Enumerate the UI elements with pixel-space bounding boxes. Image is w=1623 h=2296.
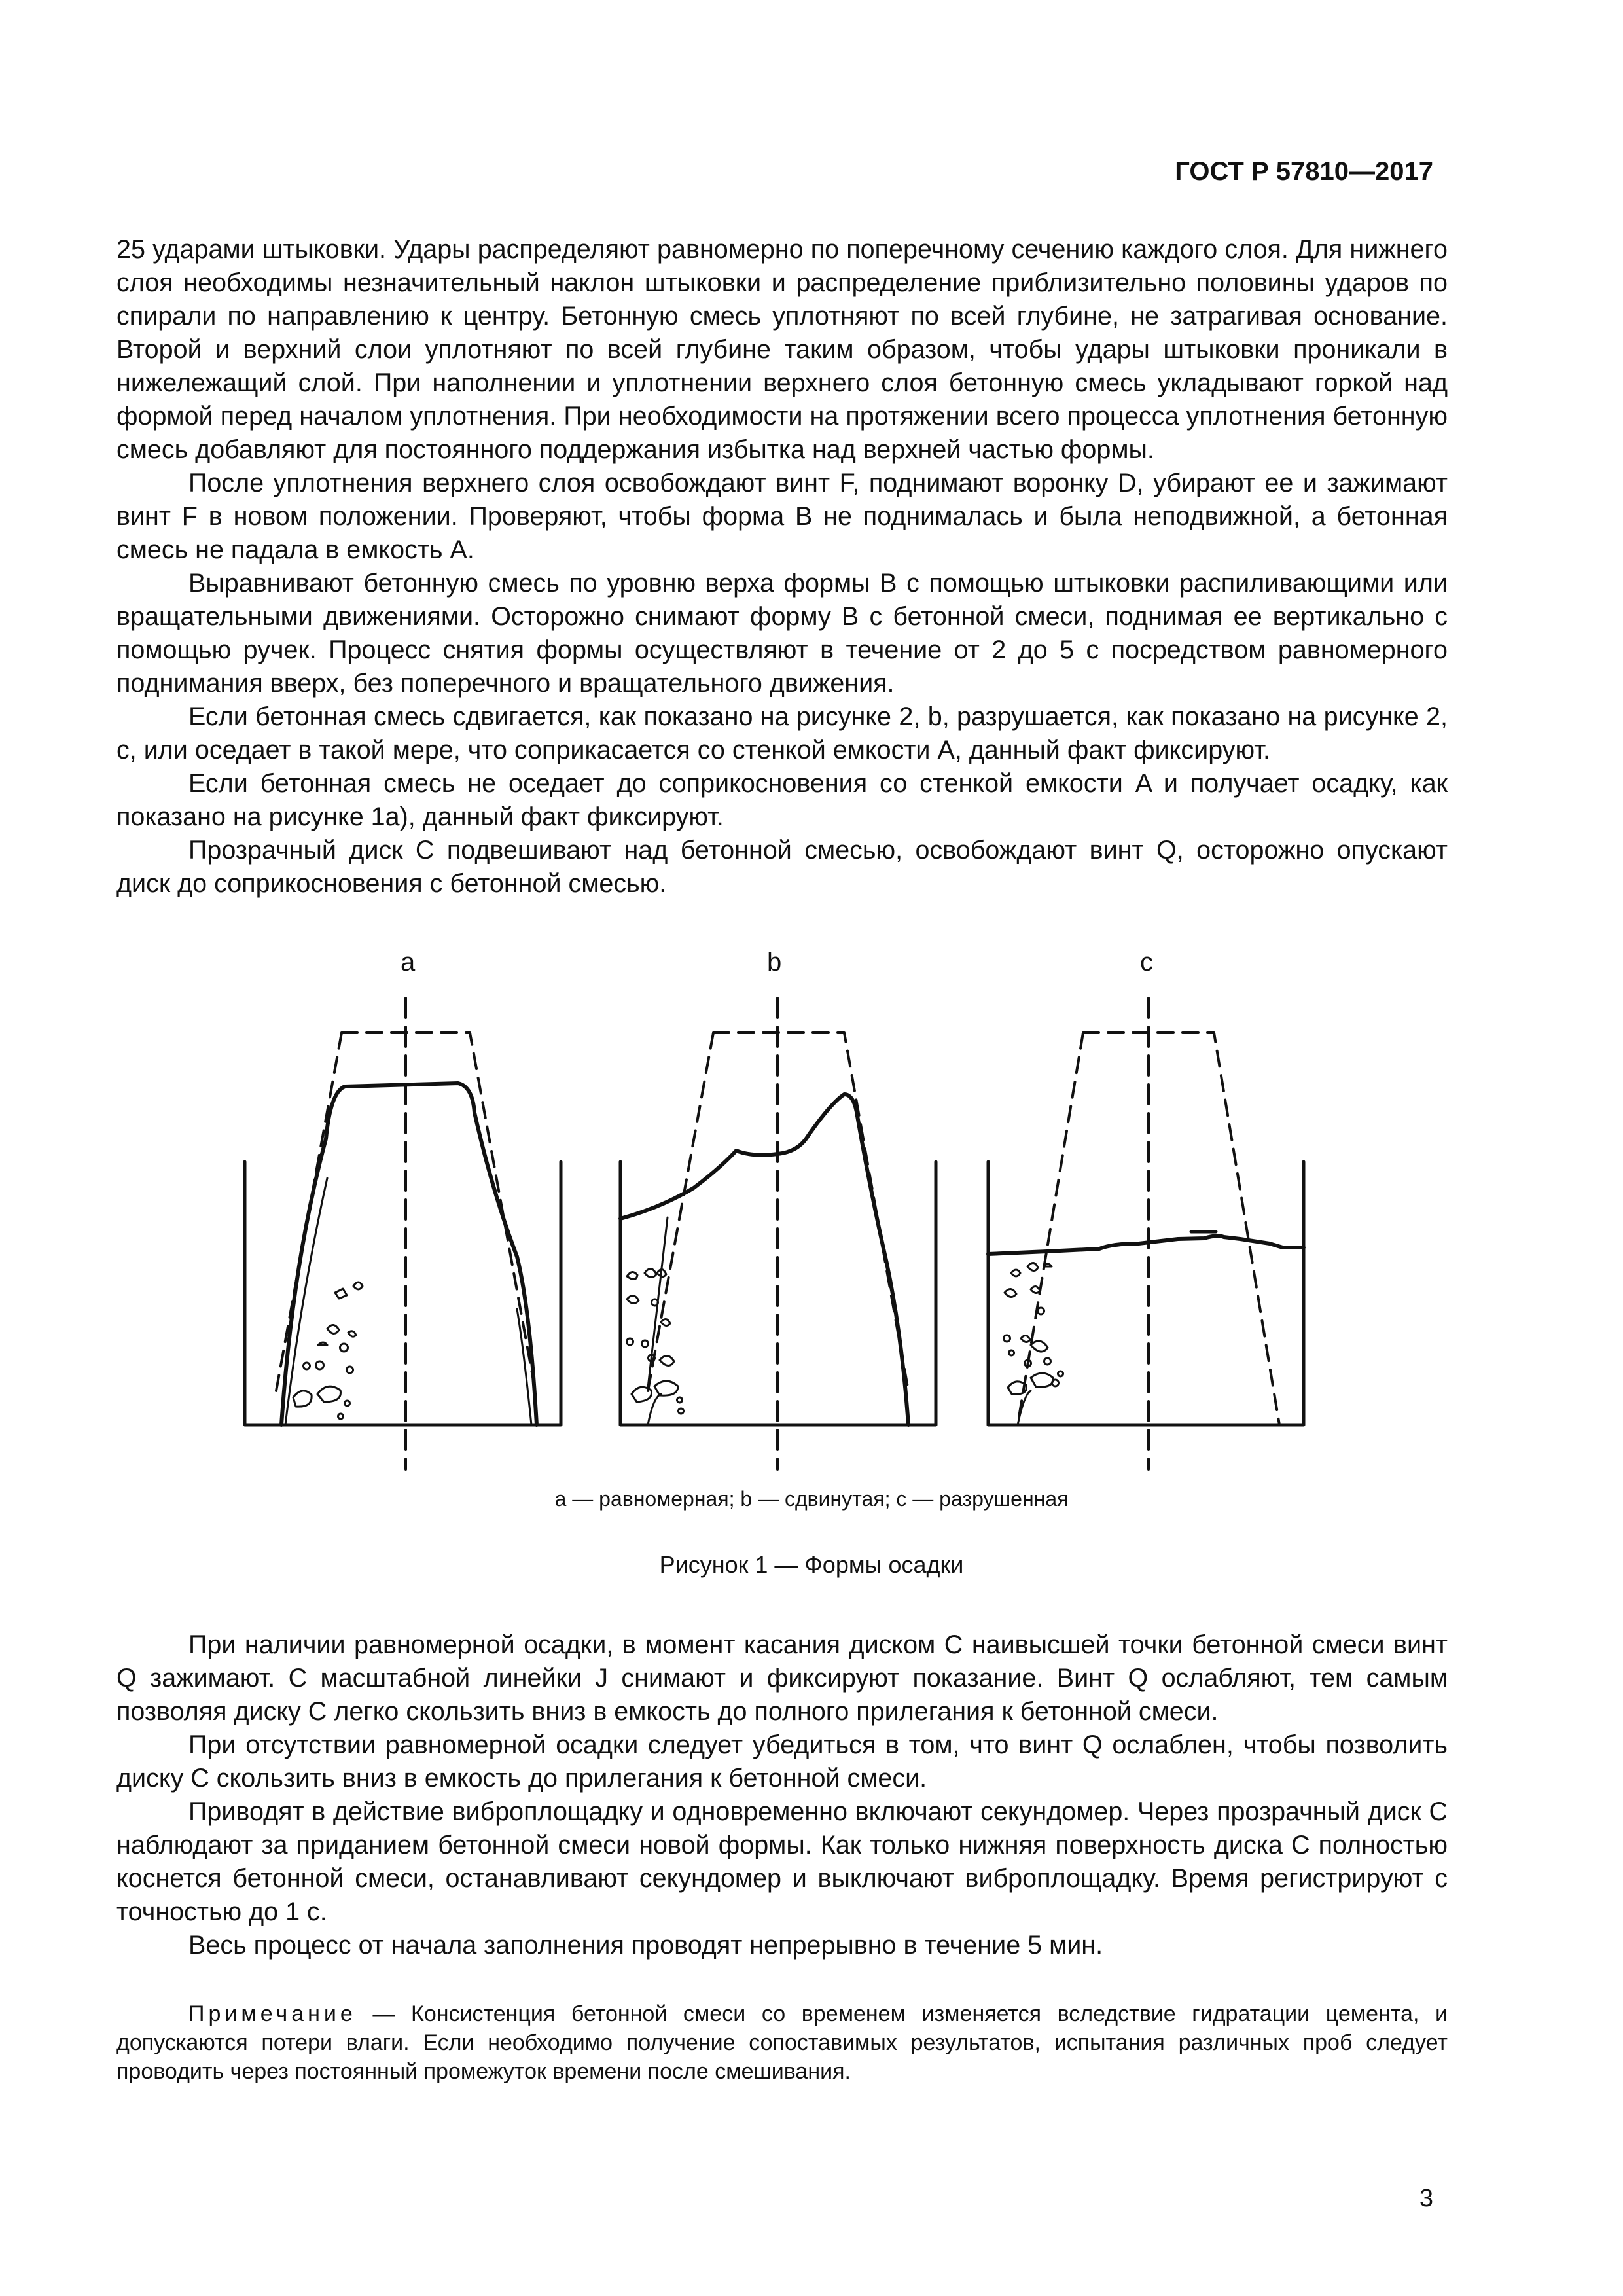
panel-b-drawing <box>620 998 936 1469</box>
paragraph: При отсутствии равномерной осадки следует убедиться в том, что винт Q ослаблен, чтобы позволить диску C скользить вниз в емкость до прилегания к бетонной смеси. <box>116 1731 1448 1793</box>
paragraph: Прозрачный диск C подвешивают над бетонной смесью, освобождают винт Q, осторожно опускают диск до соприкосновения с бетонной смесью. <box>116 836 1448 898</box>
body-text-bottom <box>116 1628 1448 1962</box>
panel-label-a: a <box>401 948 416 977</box>
page-number: 3 <box>1419 2185 1433 2212</box>
figure-legend: а — равномерная; b — сдвинутая; с — разрушенная <box>554 1487 1069 1511</box>
paragraph: Выравнивают бетонную смесь по уровню верха формы B с помощью штыковки распиливающими или вращательными движениями. Осторожно снимают форму B с бетонной смеси, поднимая ее вертикально с помощью ручек. Процесс снятия формы осуществляют в течение от 2 до 5 с посредством равномерного поднимания вверх, без поперечного и вращательного движения. <box>116 569 1448 698</box>
panel-c-drawing <box>988 998 1304 1469</box>
paragraph: 25 ударами штыковки. Удары распределяют равномерно по поперечному сечению каждого слоя. Для нижнего слоя необходимы незначительный наклон штыковки и распределение приблизительно половины ударов по спирали по направлению к центру. Бетонную смесь уплотняют по всей глубине, не затрагивая основание. Второй и верхний слои уплотняют по всей глубине таким образом, чтобы удары штыковки проникали в нижележащий слой. При наполнении и уплотнении верхнего слоя бетонную смесь укладывают горкой над формой перед началом уплотнения. При необходимости на протяжении всего процесса уплотнения бетонную смесь добавляют для постоянного поддержания избытка над верхней частью формы. <box>116 235 1448 464</box>
panel-label-b: b <box>767 948 782 977</box>
document-standard-header: ГОСТ Р 57810—2017 <box>1175 157 1433 186</box>
figure-title: Рисунок 1 — Формы осадки <box>659 1551 964 1578</box>
note <box>116 2000 1448 2086</box>
paragraph: Если бетонная смесь сдвигается, как показано на рисунке 2, b, разрушается, как показано на рисунке 2, c, или оседает в такой мере, что соприкасается со стенкой емкости A, данный факт фиксируют. <box>116 702 1448 764</box>
paragraph: При наличии равномерной осадки, в момент касания диском C наивысшей точки бетонной смеси винт Q зажимают. С масштабной линейки J снимают и фиксируют показание. Винт Q ослабляют, тем самым позволяя диску C легко скользить вниз в емкость до полного прилегания к бетонной смеси. <box>116 1630 1448 1726</box>
paragraph: После уплотнения верхнего слоя освобождают винт F, поднимают воронку D, убирают ее и зажимают винт F в новом положении. Проверяют, чтобы форма B не поднималась и была неподвижной, а бетонная смесь не падала в емкость A. <box>116 469 1448 564</box>
paragraph: Если бетонная смесь не оседает до соприкосновения со стенкой емкости A и получает осадку, как показано на рисунке 1a), данный факт фиксируют. <box>116 769 1448 831</box>
panel-label-c: c <box>1140 948 1153 977</box>
paragraph: Приводят в действие виброплощадку и одновременно включают секундомер. Через прозрачный диск C наблюдают за приданием бетонной смеси новой формы. Как только нижняя поверхность диска C полностью коснется бетонной смеси, останавливают секундомер и выключают виброплощадку. Время регистрируют с точностью до 1 с. <box>116 1797 1448 1926</box>
paragraph: Весь процесс от начала заполнения проводят непрерывно в течение 5 мин. <box>188 1931 1103 1960</box>
note-text: — Консистенция бетонной смеси со временем изменяется вследствие гидратации цемента, и допускаются потери влаги. Если необходимо получение сопоставимых результатов, испытания различных проб следует проводить через постоянный промежуток времени после смешивания. <box>116 2001 1448 2084</box>
note-label: Примечание <box>188 2001 357 2026</box>
panel-a-drawing <box>245 998 561 1469</box>
